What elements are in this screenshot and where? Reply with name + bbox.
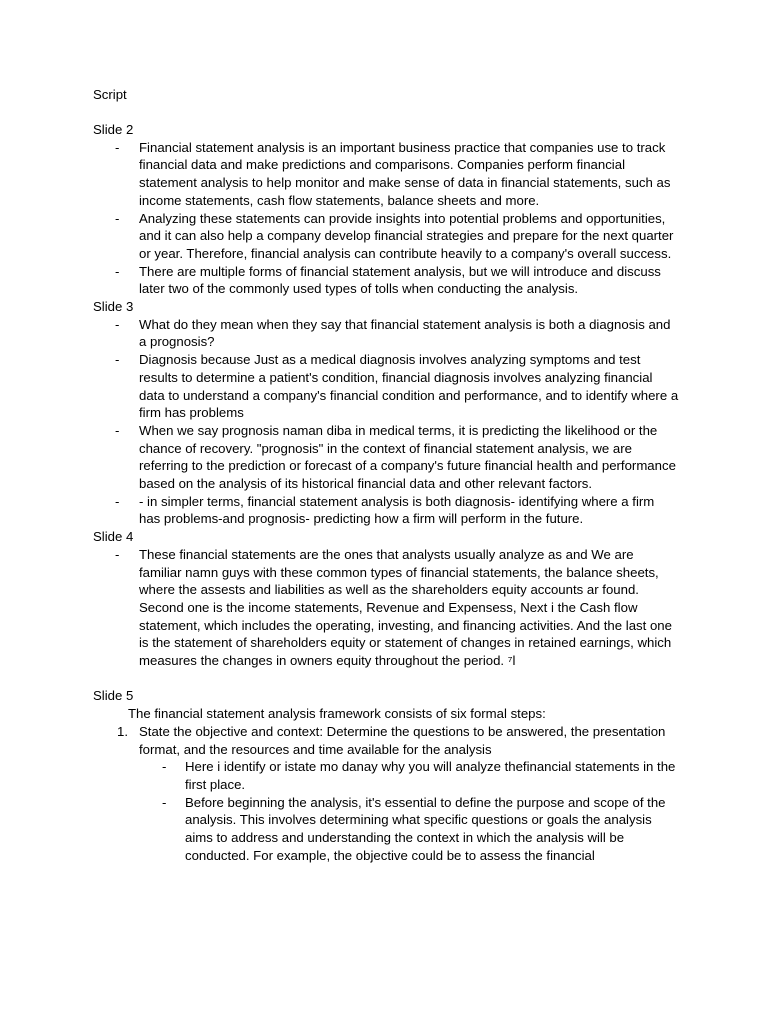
bullet-marker: - <box>115 422 120 438</box>
sub-bullet-text: Before beginning the analysis, it's essential to define the purpose and scope of the analysis. This involves determining what specific questions or goals the analysis aims to address and understanding the context in which the analysis will be conducted. For example, the objective could be to assess the financial <box>185 794 666 863</box>
bullet-marker: - <box>115 316 120 332</box>
blank-line <box>93 670 693 688</box>
bullet-text: Analyzing these statements can provide insights into potential problems and opportunities, and it can also help a company develop financial strategies and prepare for the next quarter or year. Therefore, financial analysis can contribute heavily to a company's overall success. <box>139 210 674 261</box>
bullet-text: There are multiple forms of financial statement analysis, but we will introduce and discuss later two of the commonly used types of tolls when conducting the analysis. <box>139 263 661 297</box>
slide-4-bullet <box>93 546 693 670</box>
slide-5-intro: The financial statement analysis framework consists of six formal steps: <box>128 706 546 722</box>
bullet-marker: - <box>115 352 120 368</box>
bullet-text: These financial statements are the ones that analysts usually analyze as and We are familiar namn guys with these common types of financial statements, the balance sheets, where the assests and liabilities as well as the shareholders equity accounts ar found. Second one is the income statements, Revenue and Expensess, Next i the Cash flow statement, which includes the operating, investing, and financing activities. And the last one is the statement of shareholders equity or statement of changes in retained earnings, which measures the changes in owners equity throughout the period. ⁷l <box>139 546 672 669</box>
bullet-text: - in simpler terms, financial statement analysis is both diagnosis- identifying where a firm has problems-and prognosis- predicting how a firm will perform in the future. <box>139 493 655 527</box>
slide-5-sub-bullet <box>93 794 693 865</box>
bullet-marker: - <box>162 759 167 775</box>
bullet-text: Diagnosis because Just as a medical diagnosis involves analyzing symptoms and test results to determine a patient's condition, financial diagnosis involves analyzing financial data to understand a company's financial condition and performance, and to identify where a firm has problems <box>139 352 679 421</box>
step-text: State the objective and context: Determine the questions to be answered, the presentation format, and the resources and time available for the analysis <box>139 723 666 757</box>
slide-2-heading: Slide 2 <box>93 122 134 137</box>
slide-5-sub-bullet <box>93 758 693 793</box>
slide-3-bullet <box>93 493 693 528</box>
slide-5-heading: Slide 5 <box>93 688 134 704</box>
bullet-marker: - <box>115 263 120 279</box>
slide-4-heading: Slide 4 <box>93 529 134 545</box>
slide-3-bullet <box>93 351 693 422</box>
step-number: 1. <box>117 723 128 739</box>
bullet-marker: - <box>115 139 120 155</box>
bullet-marker: - <box>162 794 167 810</box>
slide-2-bullet <box>93 139 693 210</box>
slide-3-heading: Slide 3 <box>93 299 134 315</box>
bullet-text: What do they mean when they say that financial statement analysis is both a diagnosis and a prognosis? <box>139 316 671 350</box>
slide-3-bullet <box>93 422 693 493</box>
bullet-marker: - <box>115 210 120 226</box>
slide-2-bullet <box>93 263 693 298</box>
slide-2-bullet <box>93 210 693 263</box>
bullet-text: When we say prognosis naman diba in medical terms, it is predicting the likelihood or the chance of recovery. "prognosis" in the context of financial statement analysis, we are referring to the prediction or forecast of a company's future financial health and performance based on the analysis of its historical financial data and other relevant factors. <box>139 422 676 492</box>
bullet-marker: - <box>115 546 120 562</box>
document-title: Script <box>93 87 127 102</box>
bullet-marker: - <box>115 493 120 509</box>
sub-bullet-text: Here i identify or istate mo danay why you will analyze thefinancial statements in the first place. <box>185 759 676 792</box>
bullet-text: Financial statement analysis is an important business practice that companies use to track financial data and make predictions and comparisons. Companies perform financial statement analysis to help monitor and make sense of data in financial statements, such as income statements, cash flow statements, balance sheets and more. <box>139 139 671 208</box>
slide-5-step <box>93 723 693 758</box>
document-body <box>93 121 693 864</box>
slide-3-bullet <box>93 316 693 351</box>
